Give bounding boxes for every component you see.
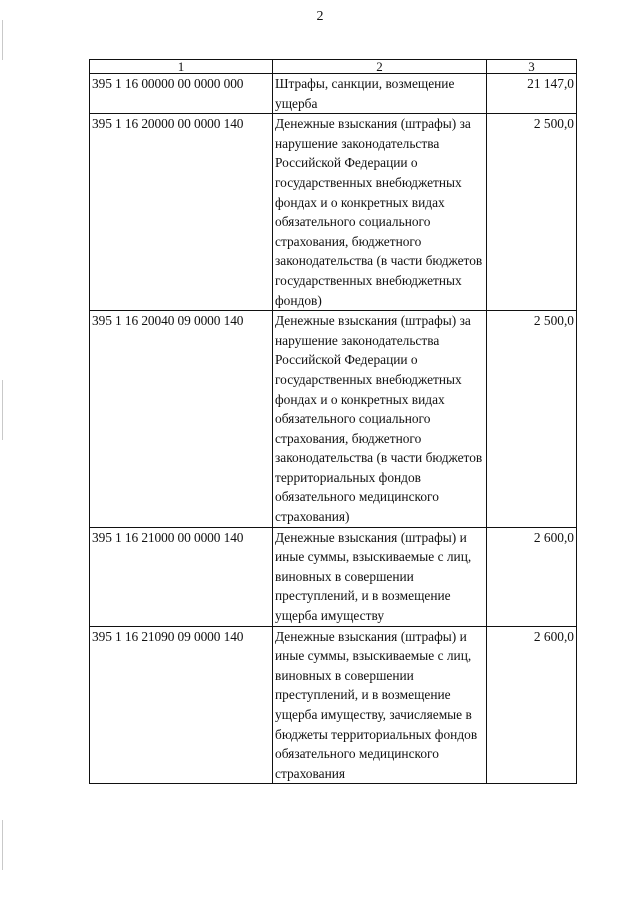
table-row xyxy=(90,114,577,311)
table-row xyxy=(90,527,577,626)
classification-code: 395 1 16 20000 00 0000 140 xyxy=(90,114,273,311)
classification-code: 395 1 16 21000 00 0000 140 xyxy=(90,527,273,626)
revenue-table xyxy=(89,59,577,784)
revenue-description: Денежные взыскания (штрафы) и иные суммы, взыскиваемые с лиц, виновных в совершении преступлений, и в возмещение ущерба имуществу, зачисляемые в бюджеты территориальных фондов обязательного медицинского страхования xyxy=(273,626,487,784)
scan-edge-mark xyxy=(2,820,3,870)
table-row xyxy=(90,74,577,114)
revenue-amount: 2 500,0 xyxy=(487,311,577,528)
table-header-row xyxy=(90,60,577,74)
column-header-2: 2 xyxy=(273,60,487,74)
revenue-description: Денежные взыскания (штрафы) и иные суммы, взыскиваемые с лиц, виновных в совершении преступлений, и в возмещение ущерба имуществу xyxy=(273,527,487,626)
classification-code: 395 1 16 21090 09 0000 140 xyxy=(90,626,273,784)
revenue-description: Штрафы, санкции, возмещение ущерба xyxy=(273,74,487,114)
page-number: 2 xyxy=(316,9,324,24)
table-row xyxy=(90,626,577,784)
revenue-amount: 2 600,0 xyxy=(487,626,577,784)
column-header-3: 3 xyxy=(487,60,577,74)
scan-edge-mark xyxy=(2,20,3,60)
revenue-amount: 2 500,0 xyxy=(487,114,577,311)
scan-edge-mark xyxy=(2,380,3,440)
column-header-1: 1 xyxy=(90,60,273,74)
table-row xyxy=(90,311,577,528)
revenue-amount: 2 600,0 xyxy=(487,527,577,626)
revenue-description: Денежные взыскания (штрафы) за нарушение законодательства Российской Федерации о государственных внебюджетных фондах и о конкретных видах обязательного социального страхования, бюджетного законодательства (в части бюджетов территориальных фондов обязательного медицинского страхования) xyxy=(273,311,487,528)
classification-code: 395 1 16 00000 00 0000 000 xyxy=(90,74,273,114)
classification-code: 395 1 16 20040 09 0000 140 xyxy=(90,311,273,528)
revenue-amount: 21 147,0 xyxy=(487,74,577,114)
revenue-description: Денежные взыскания (штрафы) за нарушение законодательства Российской Федерации о государственных внебюджетных фондах и о конкретных видах обязательного социального страхования, бюджетного законодательства (в части бюджетов государственных внебюджетных фондов) xyxy=(273,114,487,311)
